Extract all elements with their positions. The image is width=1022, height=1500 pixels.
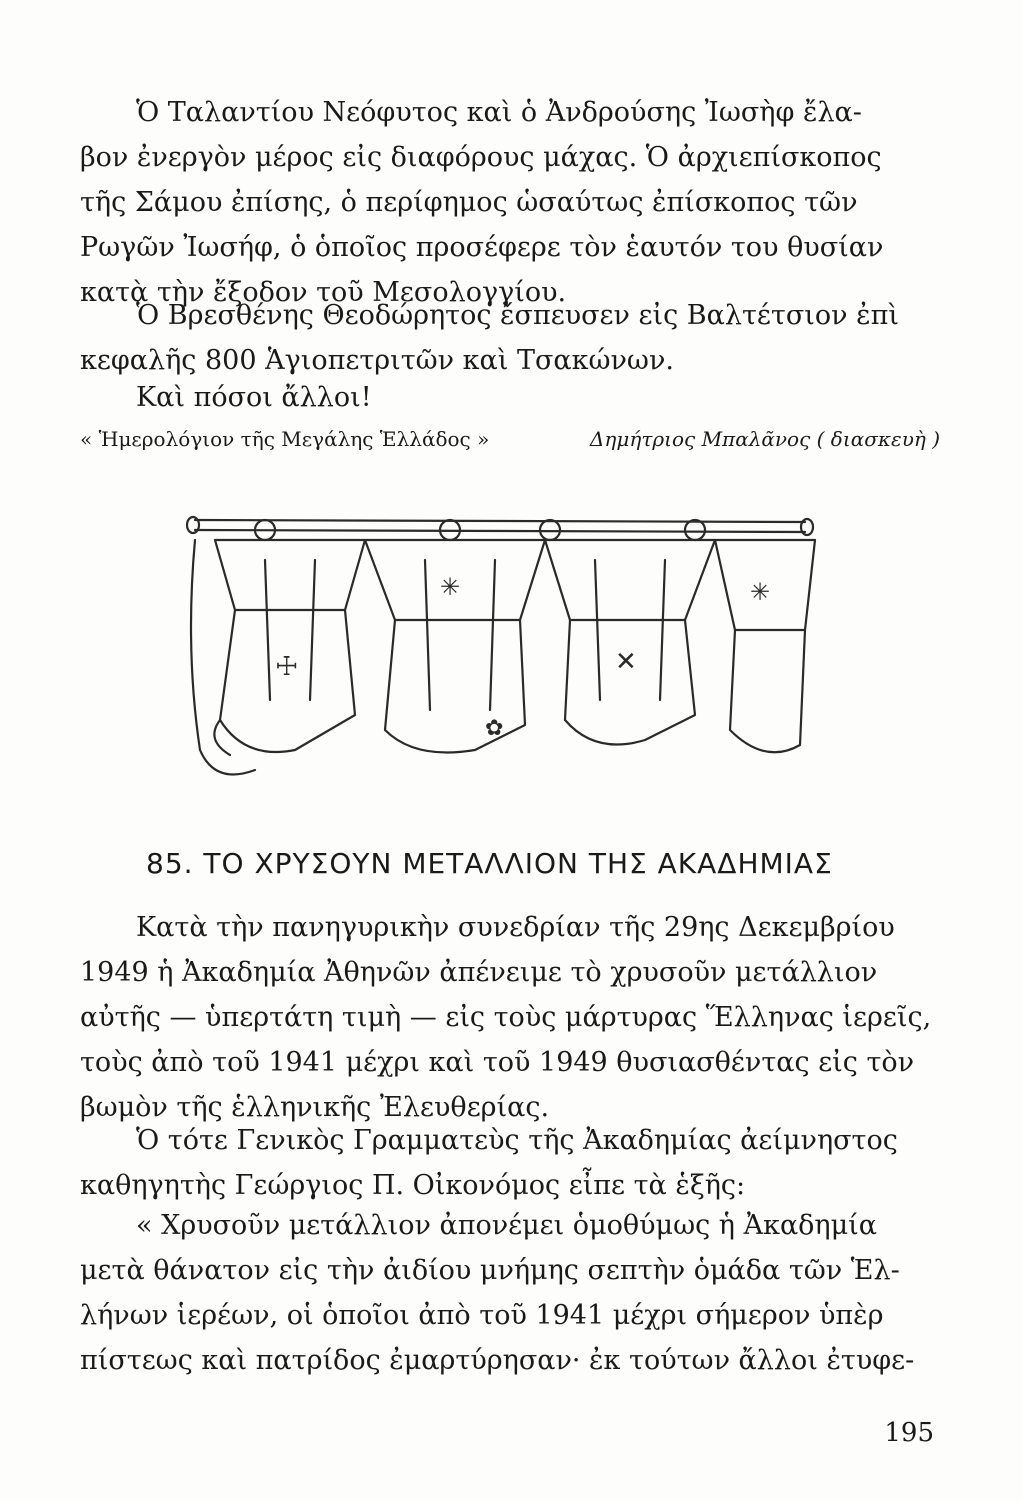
svg-text:✿: ✿ [485,716,504,741]
text-line: λήνων ἱερέων, οἱ ὁποῖοι ἀπὸ τοῦ 1941 μέχρι σήμερον ὑπὲρ [80,1300,884,1331]
text-line: τοὺς ἀπὸ τοῦ 1941 μέχρι καὶ τοῦ 1949 θυσιασθέντας εἰς τὸν [80,1047,915,1078]
paragraph-6 [80,1203,940,1383]
text-line: Ὁ τότε Γενικὸς Γραμματεὺς τῆς Ἀκαδημίας ἀείμνηστος [136,1125,898,1156]
page-number: 195 [884,1418,934,1448]
text-line: κατὰ τὴν ἔξοδον τοῦ Μεσολογγίου. [80,277,567,308]
svg-text:✳: ✳ [750,578,771,606]
text-line: πίστεως καὶ πατρίδος ἐμαρτύρησαν· ἐκ τούτων ἄλλοι ἐτυφε- [80,1345,915,1376]
svg-text:☩: ☩ [275,652,299,682]
paragraph-1 [80,90,940,315]
text-line: Ὁ Ταλαντίου Νεόφυτος καὶ ὁ Ἀνδρούσης Ἰωσὴφ ἔλα- [136,97,862,128]
text-line: Ὁ Βρεσθένης Θεοδώρητος ἔσπευσεν εἰς Βαλτέτσιον ἐπὶ [136,300,899,331]
text-line: βον ἐνεργὸν μέρος εἰς διαφόρους μάχας. Ὁ ἀρχιεπίσκοπος [80,142,882,173]
text-line: κεφαλῆς 800 Ἁγιοπετριτῶν καὶ Τσακώνων. [80,345,674,376]
source-author: Δημήτριος Μπαλᾶνος ( διασκευὴ ) [589,427,940,451]
text-line: μετὰ θάνατον εἰς τὴν ἀιδίου μνήμης σεπτὴν ὁμάδα τῶν Ἑλ- [80,1255,900,1286]
paragraph-2 [80,293,940,383]
source-citation [80,424,940,454]
paragraph-5 [80,1118,940,1208]
paragraph-3 [80,375,940,420]
text-line: τῆς Σάμου ἐπίσης, ὁ περίφημος ὡσαύτως ἐπίσκοπος τῶν [80,187,858,218]
source-publication: « Ἡμερολόγιον τῆς Μεγάλης Ἑλλάδος » [80,427,490,451]
svg-text:✳: ✳ [440,573,461,601]
text-line: αὐτῆς — ὑπερτάτη τιμὴ — εἰς τοὺς μάρτυρας Ἕλληνας ἱερεῖς, [80,1002,932,1033]
text-line: βωμὸν τῆς ἑλληνικῆς Ἐλευθερίας. [80,1092,550,1123]
text-line: « Χρυσοῦν μετάλλιον ἀπονέμει ὁμοθύμως ἡ Ἀκαδημία [136,1210,877,1241]
paragraph-4 [80,905,940,1130]
text-line: καθηγητὴς Γεώργιος Π. Οἰκονόμος εἶπε τὰ ἑξῆς: [80,1170,746,1201]
text-line: Κατὰ τὴν πανηγυρικὴν συνεδρίαν τῆς 29ης Δεκεμβρίου [136,912,895,943]
text-line: Ρωγῶν Ἰωσήφ, ὁ ὁποῖος προσέφερε τὸν ἑαυτόν του θυσίαν [80,232,884,263]
section-heading: 85. ΤΟ ΧΡΥΣΟΥΝ ΜΕΤΑΛΛΙΟΝ ΤΗΣ ΑΚΑΔΗΜΙΑΣ [146,847,833,880]
text-line: Καὶ πόσοι ἄλλοι! [136,382,372,413]
banners-on-rod-illustration [175,500,825,820]
text-line: 1949 ἡ Ἀκαδημία Ἀθηνῶν ἀπένειμε τὸ χρυσοῦν μετάλλιον [80,957,878,988]
svg-text:✕: ✕ [615,647,637,677]
